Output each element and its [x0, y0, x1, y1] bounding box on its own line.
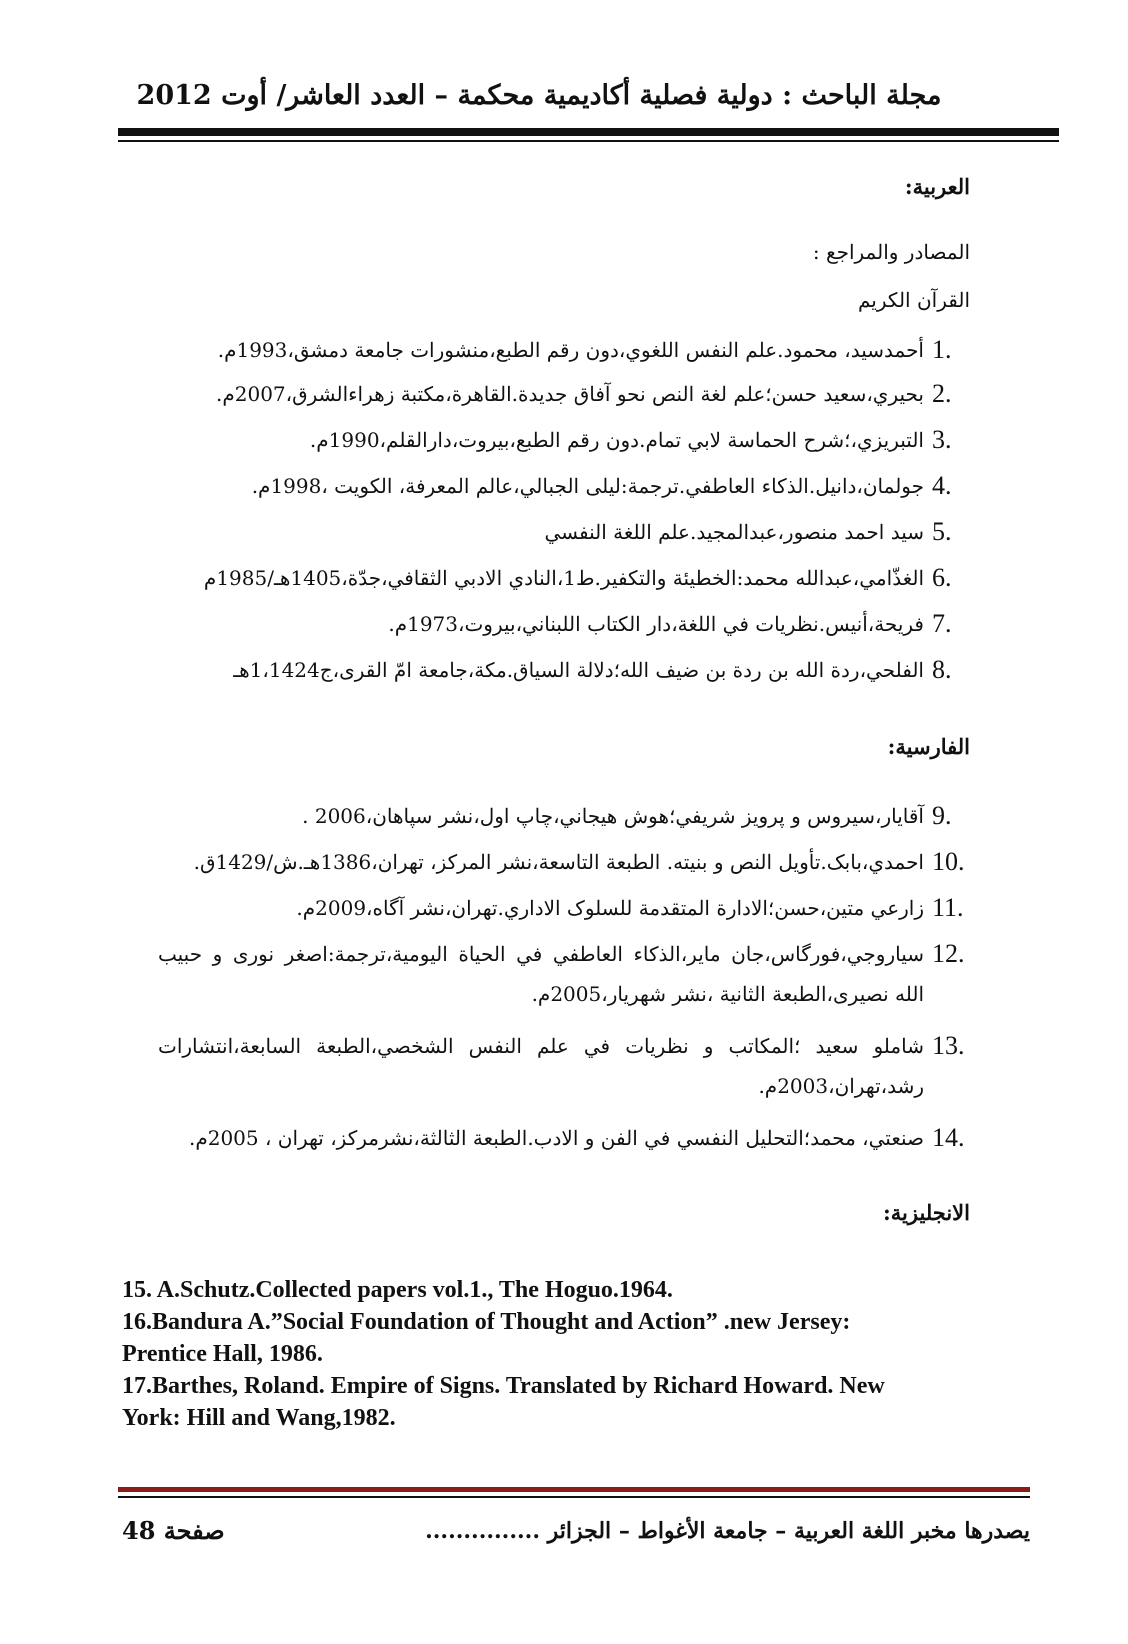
reference-text: سياروجي،فورگاس،جان ماير،الذكاء العاطفي في الحياة اليومية،ترجمة:اصغر نورى و حبيب الله نصيرى،الطبعة الثانية ،نشر شهريار،2005م. — [158, 942, 924, 1006]
reference-number: 14. — [932, 1123, 965, 1152]
reference-number: 5. — [932, 517, 952, 546]
english-reference-item: 17.Barthes, Roland. Empire of Signs. Translated by Richard Howard. New York: Hill and Wang,1982. — [122, 1373, 885, 1431]
reference-item — [158, 888, 970, 928]
reference-number: 6. — [932, 563, 952, 592]
reference-text: شاملو سعيد ؛المكاتب و نظريات في علم النفس الشخصي،الطبعة السابعة،انتشارات رشد،تهران،2003م. — [158, 1034, 924, 1098]
reference-item — [158, 420, 970, 460]
reference-item — [158, 374, 970, 414]
reference-text: الفلحي،ردة الله بن ردة بن ضيف الله؛دلالة السياق.مكة،جامعة امّ القرى،ج1،1424هـ — [233, 658, 924, 682]
reference-item — [158, 1026, 970, 1106]
sources-heading: المصادر والمراجع : — [812, 240, 970, 264]
reference-item — [158, 650, 970, 690]
quran-line: القرآن الكريم — [857, 288, 970, 312]
footer-rule-thin — [118, 1496, 1030, 1498]
reference-text: فريحة،أنيس.نظريات في اللغة،دار الكتاب اللبناني،بيروت،1973م. — [388, 612, 924, 636]
reference-text: صنعتي، محمد؛التحليل النفسي في الفن و الادب.الطبعة الثالثة،نشرمركز، تهران ، 2005م. — [188, 1126, 924, 1150]
english-references — [122, 1274, 902, 1434]
reference-text: احمدي،بابک.تأويل النص و بنيته. الطبعة التاسعة،نشر المركز، تهران،1386هـ.ش/1429ق. — [193, 850, 924, 874]
reference-text: سيد احمد منصور،عبدالمجيد.علم اللغة النفسي — [544, 520, 924, 544]
reference-item — [158, 934, 970, 1014]
reference-number: 8. — [932, 655, 952, 684]
reference-item — [158, 466, 970, 506]
reference-number: 13. — [932, 1031, 965, 1060]
reference-item — [158, 330, 970, 370]
section-heading-arabic: العربية: — [904, 174, 970, 199]
reference-item — [158, 558, 970, 598]
reference-text: زارعي متين،حسن؛الادارة المتقدمة للسلوک الاداري.تهران،نشر آگاه،2009م. — [296, 896, 924, 920]
reference-item — [158, 796, 970, 836]
english-reference-item: 16.Bandura A.”Social Foundation of Thought and Action” .new Jersey: Prentice Hall, 1986. — [122, 1309, 851, 1367]
english-reference-item: 15. A.Schutz.Collected papers vol.1., The Hoguo.1964. — [122, 1277, 673, 1303]
reference-number: 10. — [932, 847, 965, 876]
reference-text: التبريزي،؛شرح الحماسة لابي تمام.دون رقم الطبع،بيروت،دارالقلم،1990م. — [309, 428, 924, 452]
reference-number: 3. — [932, 425, 952, 454]
section-heading-english: الانجليزية: — [883, 1200, 970, 1225]
header-rule-thick — [118, 128, 1059, 136]
journal-header-title: مجلة الباحث : دولية فصلية أكاديمية محكمة – العدد العاشر/ أوت 2012 — [136, 80, 942, 111]
page-number: صفحة 48 — [122, 1516, 225, 1545]
reference-text: أحمدسيد، محمود.علم النفس اللغوي،دون رقم الطبع،منشورات جامعة دمشق،1993م. — [217, 338, 924, 362]
reference-number: 2. — [932, 379, 952, 408]
reference-item — [158, 512, 970, 552]
reference-number: 12. — [932, 939, 965, 968]
section-heading-persian: الفارسية: — [887, 734, 970, 759]
header-rule-thin — [118, 140, 1059, 142]
reference-item — [158, 604, 970, 644]
reference-number: 9. — [932, 801, 952, 830]
reference-number: 4. — [932, 471, 952, 500]
reference-number: 1. — [932, 335, 952, 364]
footer-rule-thick — [118, 1487, 1030, 1492]
reference-text: جولمان،دانيل.الذكاء العاطفي.ترجمة:ليلى الجبالي،عالم المعرفة، الكويت ،1998م. — [251, 474, 924, 498]
reference-text: آقايار،سيروس و پرويز شريفي؛هوش هيجاني،چاپ اول،نشر سپاهان،2006 . — [302, 804, 924, 828]
reference-text: الغذّامي،عبدالله محمد:الخطيئة والتكفير.ط1،النادي الادبي الثقافي،جدّة،1405هـ/1985م — [203, 566, 924, 590]
reference-number: 11. — [932, 893, 964, 922]
reference-number: 7. — [932, 609, 952, 638]
reference-item — [158, 1118, 970, 1158]
reference-item — [158, 842, 970, 882]
reference-text: بحيري،سعيد حسن؛علم لغة النص نحو آفاق جديدة.القاهرة،مكتبة زهراءالشرق،2007م. — [216, 382, 924, 406]
footer-publisher-text: يصدرها مخبر اللغة العربية – جامعة الأغواط – الجزائر ............... — [425, 1518, 1030, 1544]
